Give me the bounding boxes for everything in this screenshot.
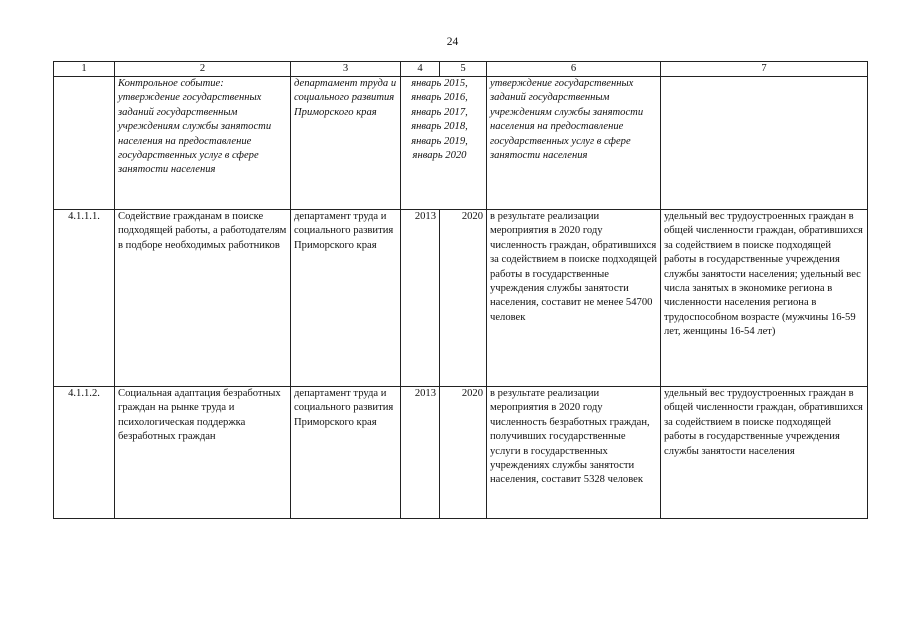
control-date: январь 2016, [411,92,468,104]
target-indicator: удельный вес трудоустроенных граждан в общей численности граждан, обратившихся за содействием в поиске подходящей работы в государственные учреждения службы занятости населения [661,387,868,519]
control-date: январь 2019, [411,135,468,147]
page-number: 24 [446,36,459,48]
end-year: 2020 [440,210,487,387]
header-cell: 3 [291,62,401,77]
control-event-indicator [661,77,868,210]
control-event-name: Контрольное событие: утверждение государственных заданий государственным учреждениям службы занятости населения на предоставление государственных услуг в сфере занятости населения [115,77,291,210]
target-indicator: удельный вес трудоустроенных граждан в общей численности граждан, обратившихся за содействием в поиске подходящей работы в государственные учреждения службы занятости населения; удельный вес числа занятых в экономике региона в численности населения региона в трудоспособном возрасте (мужчины 16-59 лет, женщины 16-54 лет) [661,210,868,387]
control-date: январь 2017, [411,106,468,118]
header-cell: 7 [661,62,868,77]
start-year: 2013 [401,387,440,519]
control-event-executor: департамент труда и социального развития Приморского края [291,77,401,210]
activity-executor: департамент труда и социального развития Приморского края [291,387,401,519]
header-cell: 4 [401,62,440,77]
control-event-dates [401,77,487,210]
activity-executor: департамент труда и социального развития Приморского края [291,210,401,387]
table-row [54,210,868,387]
control-date: январь 2020 [412,150,467,162]
control-date: январь 2015, [411,78,468,89]
control-event-result: утверждение государственных заданий государственным учреждениям службы занятости населения на предоставление государственных услуг в сфере занятости населения [487,77,661,210]
row-number: 4.1.1.1. [54,210,115,387]
end-year: 2020 [440,387,487,519]
header-cell: 5 [440,62,487,77]
control-num-cell [54,77,115,210]
activity-name: Содействие гражданам в поиске подходящей работы, а работодателям в подборе необходимых работников [115,210,291,387]
row-number: 4.1.1.2. [54,387,115,519]
header-cell: 1 [54,62,115,77]
table-row [54,387,868,519]
start-year: 2013 [401,210,440,387]
control-date: январь 2018, [411,121,468,133]
header-row [54,62,868,77]
header-cell: 6 [487,62,661,77]
expected-result: в результате реализации мероприятия в 2020 году численность граждан, обратившихся за содействием в поиске подходящей работы в государственные учреждения службы занятости населения, составит не менее 54700 человек [487,210,661,387]
activity-name: Социальная адаптация безработных граждан на рынке труда и психологическая поддержка безработных граждан [115,387,291,519]
header-cell: 2 [115,62,291,77]
activities-table [53,61,868,519]
expected-result: в результате реализации мероприятия в 2020 году численность безработных граждан, получивших государственные услуги в государственных учреждениях службы занятости населения, составит 5328 человек [487,387,661,519]
control-event-row [54,77,868,210]
